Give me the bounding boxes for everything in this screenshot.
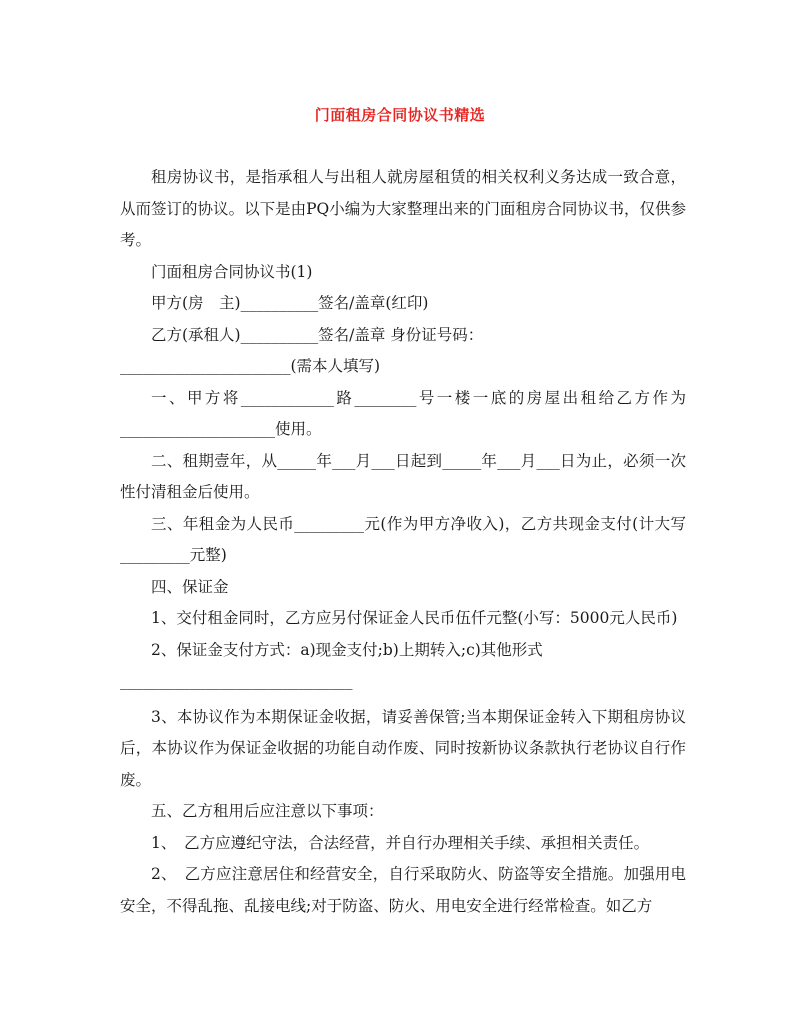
party-b-line: 乙方(承租人)__________签名/盖章 身份证号码： [151,325,484,344]
clause-2: 二、租期壹年，从_____年___月___日起到_____年___月___日为止，必须一次性付清租金后使用。 [120,451,686,501]
clause-4-item-1: 1、交付租金同时，乙方应另付保证金人民币伍仟元整(小写：5000元人民币) [151,609,678,627]
blank-line: ______________________________ [120,672,353,690]
clause-3: 三、年租金为人民币_________元(作为甲方净收入)，乙方共现金支付(计大写_________元整) [120,514,686,564]
clause-5-item-1: 1、 乙方应遵纪守法，合法经营，并自行办理相关手续、承担相关责任。 [151,833,650,852]
clause-5-item-2: 2、 乙方应注意居住和经营安全，自行采取防火、防盗等安全措施。加强用电安全，不得乱拖、乱接电线;对于防盗、防火、用电安全进行经常检查。如乙方 [120,865,686,915]
clause-4-item-3: 3、本协议作为本期保证金收据，请妥善保管;当本期保证金转入下期租房协议后，本协议作为保证金收据的功能自动作废、同时按新协议条款执行老协议自行作废。 [120,707,686,789]
id-number-line: ______________________(需本人填写) [120,357,381,375]
party-a-line: 甲方(房 主)__________签名/盖章(红印) [151,294,429,312]
document-title: 门面租房合同协议书精选 [314,106,486,124]
clause-4-item-2: 2、保证金支付方式：a)现金支付;b)上期转入;c)其他形式 [151,640,543,659]
contract-heading: 门面租房合同协议书(1) [151,262,313,281]
document-body [120,162,686,922]
clause-1: 一、甲方将____________路________号一楼一底的房屋出租给乙方作为____________________使用。 [120,388,686,438]
clause-5-heading: 五、乙方租用后应注意以下事项： [151,802,384,820]
intro-paragraph: 租房协议书，是指承租人与出租人就房屋租赁的相关权利义务达成一致合意，从而签订的协议。以下是由PQ小编为大家整理出来的门面租房合同协议书，仅供参考。 [120,168,686,249]
clause-4-heading: 四、保证金 [151,577,229,596]
